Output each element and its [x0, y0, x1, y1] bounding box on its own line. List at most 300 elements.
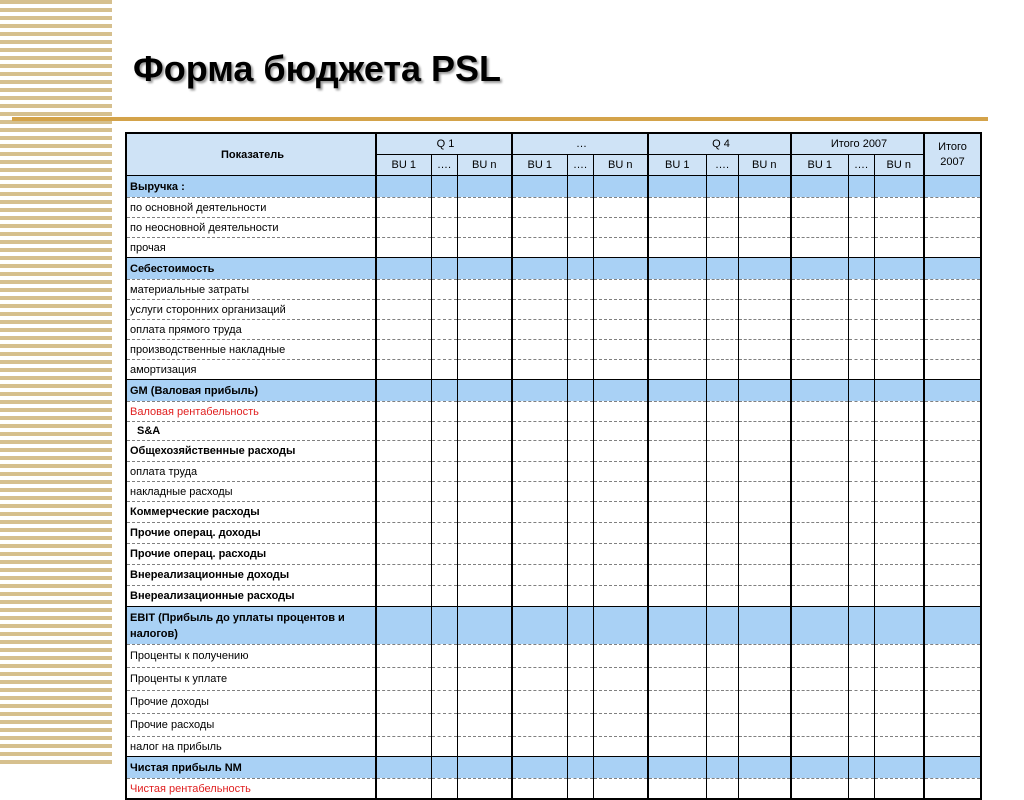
value-cell[interactable] — [791, 737, 848, 757]
value-cell[interactable] — [924, 523, 981, 544]
value-cell[interactable] — [376, 544, 431, 565]
value-cell[interactable] — [567, 340, 593, 360]
value-cell[interactable] — [924, 238, 981, 258]
value-cell[interactable] — [791, 714, 848, 737]
value-cell[interactable] — [431, 586, 457, 607]
value-cell[interactable] — [706, 380, 738, 402]
value-cell[interactable] — [738, 482, 791, 502]
value-cell[interactable] — [706, 320, 738, 340]
value-cell[interactable] — [848, 645, 874, 668]
value-cell[interactable] — [848, 238, 874, 258]
value-cell[interactable] — [874, 198, 924, 218]
value-cell[interactable] — [512, 482, 567, 502]
value-cell[interactable] — [648, 668, 706, 691]
value-cell[interactable] — [593, 258, 648, 280]
value-cell[interactable] — [848, 462, 874, 482]
value-cell[interactable] — [706, 360, 738, 380]
value-cell[interactable] — [648, 218, 706, 238]
value-cell[interactable] — [848, 544, 874, 565]
value-cell[interactable] — [457, 441, 512, 462]
value-cell[interactable] — [593, 523, 648, 544]
value-cell[interactable] — [706, 737, 738, 757]
value-cell[interactable] — [457, 523, 512, 544]
value-cell[interactable] — [593, 300, 648, 320]
value-cell[interactable] — [648, 565, 706, 586]
value-cell[interactable] — [848, 586, 874, 607]
value-cell[interactable] — [924, 402, 981, 422]
value-cell[interactable] — [648, 607, 706, 645]
value-cell[interactable] — [924, 320, 981, 340]
value-cell[interactable] — [431, 380, 457, 402]
value-cell[interactable] — [738, 300, 791, 320]
value-cell[interactable] — [512, 779, 567, 800]
value-cell[interactable] — [431, 320, 457, 340]
value-cell[interactable] — [512, 502, 567, 523]
value-cell[interactable] — [924, 380, 981, 402]
value-cell[interactable] — [457, 645, 512, 668]
value-cell[interactable] — [512, 737, 567, 757]
value-cell[interactable] — [738, 544, 791, 565]
value-cell[interactable] — [567, 402, 593, 422]
value-cell[interactable] — [924, 198, 981, 218]
value-cell[interactable] — [874, 238, 924, 258]
value-cell[interactable] — [567, 544, 593, 565]
value-cell[interactable] — [648, 360, 706, 380]
value-cell[interactable] — [512, 280, 567, 300]
value-cell[interactable] — [593, 645, 648, 668]
value-cell[interactable] — [512, 238, 567, 258]
value-cell[interactable] — [376, 238, 431, 258]
value-cell[interactable] — [376, 300, 431, 320]
value-cell[interactable] — [567, 779, 593, 800]
value-cell[interactable] — [648, 482, 706, 502]
value-cell[interactable] — [706, 565, 738, 586]
value-cell[interactable] — [512, 565, 567, 586]
value-cell[interactable] — [648, 280, 706, 300]
value-cell[interactable] — [738, 565, 791, 586]
value-cell[interactable] — [648, 544, 706, 565]
value-cell[interactable] — [567, 645, 593, 668]
value-cell[interactable] — [376, 441, 431, 462]
value-cell[interactable] — [567, 218, 593, 238]
value-cell[interactable] — [848, 380, 874, 402]
value-cell[interactable] — [848, 482, 874, 502]
value-cell[interactable] — [648, 523, 706, 544]
value-cell[interactable] — [706, 691, 738, 714]
value-cell[interactable] — [848, 320, 874, 340]
value-cell[interactable] — [706, 482, 738, 502]
value-cell[interactable] — [738, 586, 791, 607]
value-cell[interactable] — [431, 502, 457, 523]
value-cell[interactable] — [376, 360, 431, 380]
value-cell[interactable] — [431, 280, 457, 300]
value-cell[interactable] — [593, 320, 648, 340]
value-cell[interactable] — [593, 544, 648, 565]
value-cell[interactable] — [648, 586, 706, 607]
value-cell[interactable] — [457, 462, 512, 482]
value-cell[interactable] — [874, 737, 924, 757]
value-cell[interactable] — [567, 198, 593, 218]
value-cell[interactable] — [512, 462, 567, 482]
value-cell[interactable] — [376, 565, 431, 586]
value-cell[interactable] — [874, 176, 924, 198]
value-cell[interactable] — [848, 340, 874, 360]
value-cell[interactable] — [512, 586, 567, 607]
value-cell[interactable] — [512, 176, 567, 198]
value-cell[interactable] — [376, 340, 431, 360]
value-cell[interactable] — [376, 737, 431, 757]
value-cell[interactable] — [738, 280, 791, 300]
value-cell[interactable] — [376, 691, 431, 714]
value-cell[interactable] — [791, 668, 848, 691]
value-cell[interactable] — [567, 441, 593, 462]
value-cell[interactable] — [791, 779, 848, 800]
value-cell[interactable] — [706, 176, 738, 198]
value-cell[interactable] — [738, 502, 791, 523]
value-cell[interactable] — [431, 360, 457, 380]
value-cell[interactable] — [593, 502, 648, 523]
value-cell[interactable] — [457, 198, 512, 218]
value-cell[interactable] — [457, 320, 512, 340]
value-cell[interactable] — [512, 668, 567, 691]
value-cell[interactable] — [738, 176, 791, 198]
value-cell[interactable] — [738, 198, 791, 218]
value-cell[interactable] — [431, 691, 457, 714]
value-cell[interactable] — [924, 586, 981, 607]
value-cell[interactable] — [593, 402, 648, 422]
value-cell[interactable] — [512, 380, 567, 402]
value-cell[interactable] — [924, 280, 981, 300]
value-cell[interactable] — [567, 360, 593, 380]
value-cell[interactable] — [738, 218, 791, 238]
value-cell[interactable] — [738, 737, 791, 757]
value-cell[interactable] — [567, 422, 593, 441]
value-cell[interactable] — [648, 422, 706, 441]
value-cell[interactable] — [431, 737, 457, 757]
value-cell[interactable] — [874, 482, 924, 502]
value-cell[interactable] — [431, 238, 457, 258]
value-cell[interactable] — [874, 668, 924, 691]
value-cell[interactable] — [791, 441, 848, 462]
value-cell[interactable] — [874, 320, 924, 340]
value-cell[interactable] — [593, 218, 648, 238]
value-cell[interactable] — [706, 645, 738, 668]
value-cell[interactable] — [874, 218, 924, 238]
value-cell[interactable] — [706, 218, 738, 238]
value-cell[interactable] — [593, 422, 648, 441]
value-cell[interactable] — [376, 258, 431, 280]
value-cell[interactable] — [431, 462, 457, 482]
value-cell[interactable] — [874, 691, 924, 714]
value-cell[interactable] — [738, 441, 791, 462]
value-cell[interactable] — [593, 462, 648, 482]
value-cell[interactable] — [457, 607, 512, 645]
value-cell[interactable] — [457, 691, 512, 714]
value-cell[interactable] — [567, 586, 593, 607]
value-cell[interactable] — [567, 691, 593, 714]
value-cell[interactable] — [791, 238, 848, 258]
value-cell[interactable] — [512, 320, 567, 340]
value-cell[interactable] — [457, 502, 512, 523]
value-cell[interactable] — [791, 645, 848, 668]
value-cell[interactable] — [512, 402, 567, 422]
value-cell[interactable] — [457, 380, 512, 402]
value-cell[interactable] — [457, 586, 512, 607]
value-cell[interactable] — [791, 523, 848, 544]
value-cell[interactable] — [738, 523, 791, 544]
value-cell[interactable] — [924, 176, 981, 198]
value-cell[interactable] — [648, 340, 706, 360]
value-cell[interactable] — [457, 779, 512, 800]
value-cell[interactable] — [924, 360, 981, 380]
value-cell[interactable] — [924, 422, 981, 441]
value-cell[interactable] — [431, 218, 457, 238]
value-cell[interactable] — [874, 586, 924, 607]
value-cell[interactable] — [512, 218, 567, 238]
value-cell[interactable] — [593, 607, 648, 645]
value-cell[interactable] — [457, 402, 512, 422]
value-cell[interactable] — [848, 607, 874, 645]
value-cell[interactable] — [706, 523, 738, 544]
value-cell[interactable] — [376, 586, 431, 607]
value-cell[interactable] — [593, 691, 648, 714]
value-cell[interactable] — [376, 280, 431, 300]
value-cell[interactable] — [457, 300, 512, 320]
value-cell[interactable] — [848, 402, 874, 422]
value-cell[interactable] — [848, 691, 874, 714]
value-cell[interactable] — [457, 544, 512, 565]
value-cell[interactable] — [791, 502, 848, 523]
value-cell[interactable] — [706, 586, 738, 607]
value-cell[interactable] — [738, 779, 791, 800]
value-cell[interactable] — [648, 441, 706, 462]
value-cell[interactable] — [431, 607, 457, 645]
value-cell[interactable] — [593, 565, 648, 586]
value-cell[interactable] — [512, 523, 567, 544]
value-cell[interactable] — [457, 176, 512, 198]
value-cell[interactable] — [791, 300, 848, 320]
value-cell[interactable] — [791, 462, 848, 482]
value-cell[interactable] — [376, 502, 431, 523]
value-cell[interactable] — [924, 668, 981, 691]
value-cell[interactable] — [431, 422, 457, 441]
value-cell[interactable] — [874, 380, 924, 402]
value-cell[interactable] — [648, 714, 706, 737]
value-cell[interactable] — [512, 441, 567, 462]
value-cell[interactable] — [512, 714, 567, 737]
value-cell[interactable] — [791, 360, 848, 380]
value-cell[interactable] — [431, 645, 457, 668]
value-cell[interactable] — [376, 779, 431, 800]
value-cell[interactable] — [567, 258, 593, 280]
value-cell[interactable] — [512, 360, 567, 380]
value-cell[interactable] — [376, 218, 431, 238]
value-cell[interactable] — [874, 360, 924, 380]
value-cell[interactable] — [924, 441, 981, 462]
value-cell[interactable] — [593, 380, 648, 402]
value-cell[interactable] — [648, 238, 706, 258]
value-cell[interactable] — [376, 320, 431, 340]
value-cell[interactable] — [791, 218, 848, 238]
value-cell[interactable] — [593, 586, 648, 607]
value-cell[interactable] — [512, 422, 567, 441]
value-cell[interactable] — [431, 779, 457, 800]
value-cell[interactable] — [457, 258, 512, 280]
value-cell[interactable] — [457, 422, 512, 441]
value-cell[interactable] — [924, 300, 981, 320]
value-cell[interactable] — [738, 691, 791, 714]
value-cell[interactable] — [431, 482, 457, 502]
value-cell[interactable] — [874, 607, 924, 645]
value-cell[interactable] — [648, 176, 706, 198]
value-cell[interactable] — [648, 300, 706, 320]
value-cell[interactable] — [376, 523, 431, 544]
value-cell[interactable] — [457, 565, 512, 586]
value-cell[interactable] — [848, 280, 874, 300]
value-cell[interactable] — [648, 502, 706, 523]
value-cell[interactable] — [431, 441, 457, 462]
value-cell[interactable] — [457, 340, 512, 360]
value-cell[interactable] — [874, 422, 924, 441]
value-cell[interactable] — [593, 198, 648, 218]
value-cell[interactable] — [848, 218, 874, 238]
value-cell[interactable] — [738, 320, 791, 340]
value-cell[interactable] — [874, 645, 924, 668]
value-cell[interactable] — [512, 645, 567, 668]
value-cell[interactable] — [567, 280, 593, 300]
value-cell[interactable] — [593, 360, 648, 380]
value-cell[interactable] — [874, 441, 924, 462]
value-cell[interactable] — [567, 668, 593, 691]
value-cell[interactable] — [706, 402, 738, 422]
value-cell[interactable] — [593, 779, 648, 800]
value-cell[interactable] — [924, 565, 981, 586]
value-cell[interactable] — [593, 668, 648, 691]
value-cell[interactable] — [593, 482, 648, 502]
value-cell[interactable] — [706, 340, 738, 360]
value-cell[interactable] — [648, 645, 706, 668]
value-cell[interactable] — [376, 607, 431, 645]
value-cell[interactable] — [791, 422, 848, 441]
value-cell[interactable] — [457, 668, 512, 691]
value-cell[interactable] — [376, 714, 431, 737]
value-cell[interactable] — [567, 565, 593, 586]
value-cell[interactable] — [706, 714, 738, 737]
value-cell[interactable] — [848, 565, 874, 586]
value-cell[interactable] — [567, 523, 593, 544]
value-cell[interactable] — [924, 714, 981, 737]
value-cell[interactable] — [706, 607, 738, 645]
value-cell[interactable] — [457, 280, 512, 300]
value-cell[interactable] — [376, 380, 431, 402]
value-cell[interactable] — [706, 280, 738, 300]
value-cell[interactable] — [706, 441, 738, 462]
value-cell[interactable] — [874, 779, 924, 800]
value-cell[interactable] — [924, 258, 981, 280]
value-cell[interactable] — [791, 402, 848, 422]
value-cell[interactable] — [648, 779, 706, 800]
value-cell[interactable] — [791, 691, 848, 714]
value-cell[interactable] — [648, 402, 706, 422]
value-cell[interactable] — [924, 340, 981, 360]
value-cell[interactable] — [924, 607, 981, 645]
value-cell[interactable] — [924, 544, 981, 565]
value-cell[interactable] — [593, 238, 648, 258]
value-cell[interactable] — [738, 340, 791, 360]
value-cell[interactable] — [567, 380, 593, 402]
value-cell[interactable] — [791, 198, 848, 218]
value-cell[interactable] — [512, 544, 567, 565]
value-cell[interactable] — [376, 645, 431, 668]
value-cell[interactable] — [848, 737, 874, 757]
value-cell[interactable] — [431, 258, 457, 280]
value-cell[interactable] — [874, 502, 924, 523]
value-cell[interactable] — [738, 645, 791, 668]
value-cell[interactable] — [512, 340, 567, 360]
value-cell[interactable] — [648, 198, 706, 218]
value-cell[interactable] — [848, 502, 874, 523]
value-cell[interactable] — [924, 645, 981, 668]
value-cell[interactable] — [848, 176, 874, 198]
value-cell[interactable] — [706, 544, 738, 565]
value-cell[interactable] — [431, 714, 457, 737]
value-cell[interactable] — [376, 482, 431, 502]
value-cell[interactable] — [924, 502, 981, 523]
value-cell[interactable] — [738, 607, 791, 645]
value-cell[interactable] — [376, 668, 431, 691]
value-cell[interactable] — [457, 238, 512, 258]
value-cell[interactable] — [593, 441, 648, 462]
value-cell[interactable] — [874, 402, 924, 422]
value-cell[interactable] — [874, 565, 924, 586]
value-cell[interactable] — [431, 402, 457, 422]
value-cell[interactable] — [593, 737, 648, 757]
value-cell[interactable] — [593, 176, 648, 198]
value-cell[interactable] — [848, 360, 874, 380]
value-cell[interactable] — [567, 737, 593, 757]
value-cell[interactable] — [431, 176, 457, 198]
value-cell[interactable] — [706, 300, 738, 320]
value-cell[interactable] — [567, 320, 593, 340]
value-cell[interactable] — [791, 320, 848, 340]
value-cell[interactable] — [706, 258, 738, 280]
value-cell[interactable] — [848, 258, 874, 280]
value-cell[interactable] — [874, 258, 924, 280]
value-cell[interactable] — [706, 462, 738, 482]
value-cell[interactable] — [431, 523, 457, 544]
value-cell[interactable] — [512, 258, 567, 280]
value-cell[interactable] — [376, 402, 431, 422]
value-cell[interactable] — [791, 586, 848, 607]
value-cell[interactable] — [567, 607, 593, 645]
value-cell[interactable] — [791, 607, 848, 645]
value-cell[interactable] — [924, 218, 981, 238]
value-cell[interactable] — [874, 714, 924, 737]
value-cell[interactable] — [738, 360, 791, 380]
value-cell[interactable] — [791, 482, 848, 502]
value-cell[interactable] — [738, 462, 791, 482]
value-cell[interactable] — [738, 258, 791, 280]
value-cell[interactable] — [512, 607, 567, 645]
value-cell[interactable] — [791, 280, 848, 300]
value-cell[interactable] — [648, 737, 706, 757]
value-cell[interactable] — [848, 779, 874, 800]
value-cell[interactable] — [706, 779, 738, 800]
value-cell[interactable] — [567, 462, 593, 482]
value-cell[interactable] — [648, 691, 706, 714]
value-cell[interactable] — [512, 300, 567, 320]
value-cell[interactable] — [567, 238, 593, 258]
